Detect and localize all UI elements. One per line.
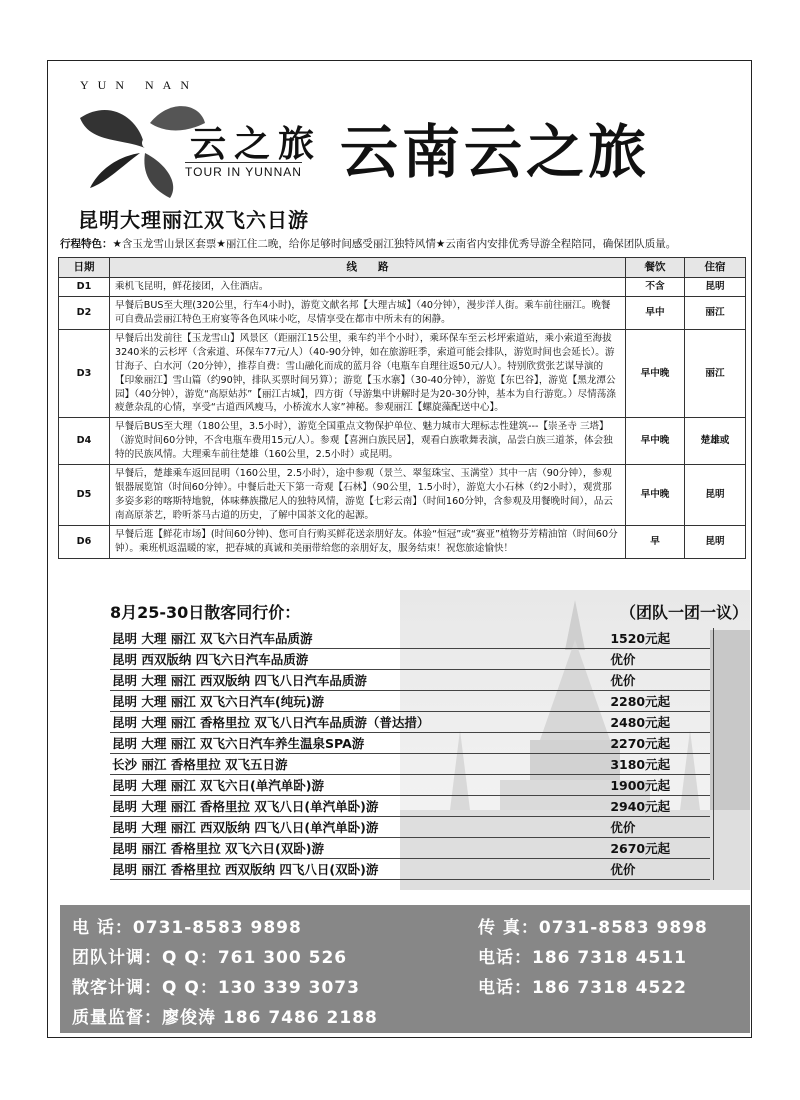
price-name: 昆明 大理 丽江 双飞六日汽车(纯玩)游 <box>112 694 324 709</box>
row-hotel: 楚雄或 <box>685 418 746 465</box>
itinerary-table <box>58 257 746 559</box>
price-name: 昆明 丽江 香格里拉 双飞六日(双卧)游 <box>112 841 324 856</box>
row-hotel: 昆明 <box>685 278 746 297</box>
price-value: 优价 <box>610 673 636 688</box>
contact-fit-qq: 散客计调：Q Q：130 339 3073 <box>72 978 360 998</box>
group-note: （团队一团一议） <box>620 603 749 622</box>
price-row <box>110 796 710 817</box>
contact-group-qq: 团队计调：Q Q：761 300 526 <box>72 948 348 968</box>
row-hotel: 丽江 <box>685 329 746 417</box>
price-name: 昆明 大理 丽江 双飞六日(单汽单卧)游 <box>112 778 324 793</box>
header-day: 日期 <box>59 258 110 278</box>
row-route: 乘机飞昆明，鲜花接团，入住酒店。 <box>110 278 626 297</box>
price-value: 1520元起 <box>610 631 671 646</box>
row-route: 早餐后，楚雄乘车返回昆明（160公里，2.5小时），途中参观（景兰、翠玺珠宝、玉满堂）其中一店（90分钟），参观银器展览馆（时间60分钟）。中餐后赴天下第一奇观【石林】（90公里，1.5小时），游览大小石林（约2小时），观赏那多姿多彩的喀斯特地貌，体味彝族撒尼人的独特风情，游览【七彩云南】（时间160分钟，含参观及用餐晚时间），品云南高原茶艺，聆听茶马古道的历史，了解中国茶文化的起源。 <box>110 465 626 526</box>
row-meals: 早 <box>626 525 685 558</box>
price-list <box>110 628 710 880</box>
row-route: 早餐后出发前往【玉龙雪山】风景区（距丽江15公里，乘车约半个小时），乘环保车至云杉坪索道站，乘小索道至海拔3240米的云杉坪（含索道、环保车77元/人）（40-90分钟，如在旅游旺季，索道可能会排队，游览时间也会延长）。游甘海子、白水河（20分钟），推荐自费：雪山融化而成的蓝月谷（电瓶车自理往返50元/人）。特别欣赏张艺谋导演的【印象丽江】雪山篇（约90钟，排队买票时间另算）；游览【玉水寨】（30-40分钟），游览【东巴谷】，游览【黑龙潭公园】（40分钟），游览“高原姑苏”【丽江古城】，四方街（导游集中讲解时是为20-30分钟，基本为自行游览。）尽情荡涤疲惫杂乱的心情，享受“古道西风瘦马，小桥流水人家”神秘。参观丽江【螺旋藻配送中心】。 <box>110 329 626 417</box>
row-route: 早餐后BUS至大理（180公里，3.5小时），游览全国重点文物保护单位、魅力城市大理标志性建筑---【崇圣寺 三塔】（游览时间60分钟，不含电瓶车费用15元/人）。参观【喜洲白族民居】，观看白族歌舞表演，品尝白族三道茶，体会独特的民族风情。大理乘车前往楚雄（160公里，2.5小时）或昆明。 <box>110 418 626 465</box>
itinerary-row <box>59 525 746 558</box>
row-day: D1 <box>59 278 110 297</box>
price-value: 优价 <box>610 652 636 667</box>
contact-fit-tel: 电话：186 7318 4522 <box>478 978 687 998</box>
contact-panel <box>60 905 750 1033</box>
price-name: 昆明 大理 丽江 双飞六日汽车品质游 <box>112 631 313 646</box>
contact-fax: 传 真：0731-8583 9898 <box>478 918 708 938</box>
itinerary-row <box>59 297 746 330</box>
price-name: 长沙 丽江 香格里拉 双飞五日游 <box>112 757 288 772</box>
row-day: D2 <box>59 297 110 330</box>
price-name: 昆明 丽江 香格里拉 西双版纳 四飞八日(双卧)游 <box>112 862 379 877</box>
row-meals: 早中晚 <box>626 329 685 417</box>
price-row <box>110 838 710 859</box>
contact-group-tel: 电话：186 7318 4511 <box>478 948 687 968</box>
brand-name: 云南云之旅 <box>340 118 651 186</box>
row-hotel: 丽江 <box>685 297 746 330</box>
price-row <box>110 628 710 649</box>
price-value: 2270元起 <box>610 736 671 751</box>
price-row <box>110 733 710 754</box>
price-value: 2280元起 <box>610 694 671 709</box>
price-name: 昆明 大理 丽江 双飞六日汽车养生温泉SPA游 <box>112 736 365 751</box>
row-hotel: 昆明 <box>685 465 746 526</box>
price-row <box>110 859 710 880</box>
row-day: D6 <box>59 525 110 558</box>
contact-phone: 电 话：0731-8583 9898 <box>72 918 302 938</box>
price-value: 优价 <box>610 862 636 877</box>
price-section-title: 8月25-30日散客同行价： <box>110 603 301 622</box>
itinerary-row <box>59 465 746 526</box>
row-day: D3 <box>59 329 110 417</box>
price-name: 昆明 大理 丽江 西双版纳 四飞八日(单汽单卧)游 <box>112 820 379 835</box>
row-route: 早餐后逛【鲜花市场】(时间60分钟)、您可自行购买鲜花送亲朋好友。体验“恒冠”或“赛亚”植物芬芳精油馆（时间60分钟）。乘班机返温暖的家，把春城的真诚和美丽带给您的亲朋好友，服务结束！祝您旅途愉快！ <box>110 525 626 558</box>
price-row <box>110 775 710 796</box>
logo <box>70 78 370 198</box>
price-row <box>110 712 710 733</box>
price-row <box>110 649 710 670</box>
row-meals: 早中晚 <box>626 418 685 465</box>
logo-arc-text: YUN NAN <box>80 78 198 92</box>
row-meals: 不含 <box>626 278 685 297</box>
row-hotel: 昆明 <box>685 525 746 558</box>
price-value: 2940元起 <box>610 799 671 814</box>
price-name: 昆明 大理 丽江 香格里拉 双飞八日汽车品质游（普达措） <box>112 715 430 730</box>
logo-small-chinese: 云之旅 <box>190 123 323 165</box>
itinerary-row <box>59 278 746 297</box>
price-row <box>110 817 710 838</box>
price-value: 优价 <box>610 820 636 835</box>
features-label: 行程特色： <box>60 238 113 250</box>
price-row <box>110 691 710 712</box>
price-value: 2670元起 <box>610 841 671 856</box>
price-row <box>110 754 710 775</box>
header-route: 线 路 <box>110 258 626 278</box>
price-value: 1900元起 <box>610 778 671 793</box>
price-name: 昆明 大理 丽江 香格里拉 双飞八日(单汽单卧)游 <box>112 799 379 814</box>
price-name: 昆明 西双版纳 四飞六日汽车品质游 <box>112 652 309 667</box>
price-row <box>110 670 710 691</box>
row-route: 早餐后BUS至大理(320公里，行车4小时)，游览文献名邦【大理古城】（40分钟），漫步洋人街。乘车前往丽江。晚餐可自费品尝丽江特色王府宴等各色风味小吃，尽情享受在都市中所未有的闲静。 <box>110 297 626 330</box>
price-name: 昆明 大理 丽江 西双版纳 四飞八日汽车品质游 <box>112 673 367 688</box>
row-meals: 早中晚 <box>626 465 685 526</box>
itinerary-header-row <box>59 258 746 278</box>
header-hotel: 住宿 <box>685 258 746 278</box>
logo-english: TOUR IN YUNNAN <box>185 162 302 179</box>
price-divider <box>713 628 714 880</box>
row-meals: 早中 <box>626 297 685 330</box>
itinerary-row <box>59 329 746 417</box>
row-day: D5 <box>59 465 110 526</box>
itinerary-row <box>59 418 746 465</box>
row-day: D4 <box>59 418 110 465</box>
price-value: 3180元起 <box>610 757 671 772</box>
features-text: ★含玉龙雪山景区套票★丽江住二晚，给你足够时间感受丽江独特风情★云南省内安排优秀导游全程陪同，确保团队质量。 <box>112 238 677 250</box>
header-meals: 餐饮 <box>626 258 685 278</box>
price-value: 2480元起 <box>610 715 671 730</box>
tour-features <box>60 236 750 251</box>
contact-quality: 质量监督：廖俊涛 186 7486 2188 <box>72 1008 378 1028</box>
tour-title: 昆明大理丽江双飞六日游 <box>78 208 309 232</box>
